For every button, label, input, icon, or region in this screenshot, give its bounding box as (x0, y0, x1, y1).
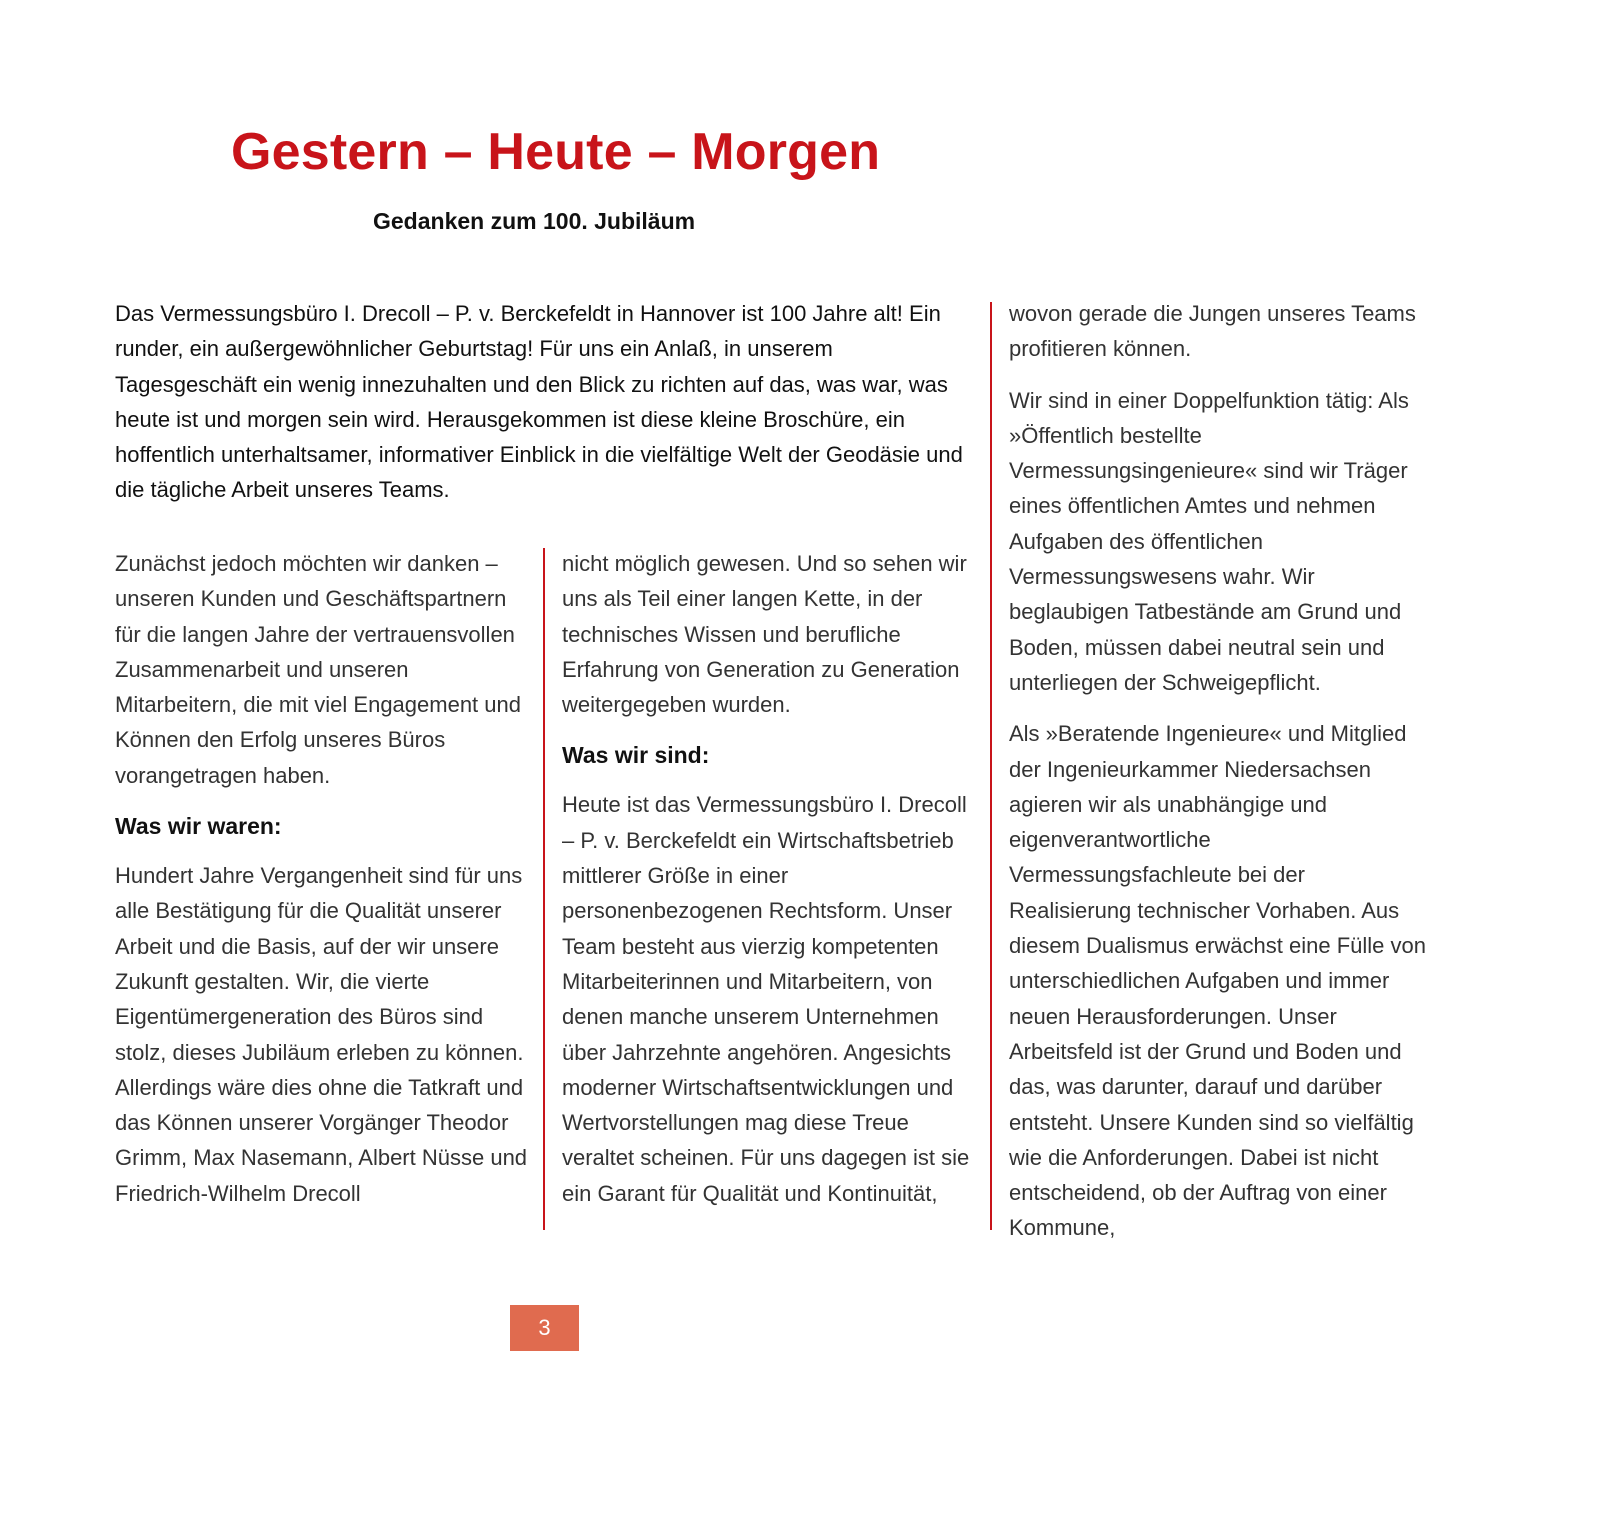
column2-paragraph-1: nicht möglich gewesen. Und so sehen wir uns als Teil einer langen Kette, in der technisches Wissen und berufliche Erfahrung von Generation zu Generation weitergegeben wurden. (562, 551, 967, 718)
page-number-badge: 3 (510, 1305, 579, 1351)
text-column-2 (562, 546, 982, 1227)
column3-paragraph-1: wovon gerade die Jungen unseres Teams profitieren können. (1009, 301, 1416, 362)
column1-paragraph-2: Hundert Jahre Vergangenheit sind für uns alle Bestätigung für die Qualität unserer Arbeit und die Basis, auf der wir unsere Zukunft gestalten. Wir, die vierte Eigentümergeneration des Büros sind stolz, dieses Jubiläum erleben zu können. Allerdings wäre dies ohne die Tatkraft und das Können unserer Vorgänger Theodor Grimm, Max Nasemann, Albert Nüsse und Friedrich-Wilhelm Drecoll (115, 863, 528, 1206)
column2-paragraph-2: Heute ist das Vermessungsbüro I. Drecoll – P. v. Berckefeldt ein Wirtschaftsbetrieb mittlerer Größe in einer personenbezogenen Rechtsform. Unser Team besteht aus vierzig kompetenten Mitarbeiterinnen und Mitarbeitern, von denen manche unserem Unternehmen über Jahrzehnte angehören. Angesichts moderner Wirtschaftsentwicklungen und Wertvorstellungen mag diese Treue veraltet scheinen. Für uns dagegen ist sie ein Garant für Qualität und Kontinuität, (562, 792, 970, 1206)
column3-paragraph-3: Als »Beratende Ingenieure« und Mitglied der Ingenieurkammer Niedersachsen agieren wir als unabhängige und eigenverantwortliche Vermessungsfachleute bei der Realisierung technischer Vorhaben. Aus diesem Dualismus erwächst eine Fülle von unterschiedlichen Aufgaben und immer neuen Herausforderungen. Unser Arbeitsfeld ist der Grund und Boden und das, was darunter, darauf und darüber entsteht. Unsere Kunden sind so vielfältig wie die Anforderungen. Dabei ist nicht entscheidend, ob der Auftrag von einer Kommune, (1009, 721, 1426, 1241)
intro-paragraph: Das Vermessungsbüro I. Drecoll – P. v. Berckefeldt in Hannover ist 100 Jahre alt! Ein runder, ein außergewöhnlicher Geburtstag! Für uns ein Anlaß, in unserem Tagesgeschäft ein wenig innezuhalten und den Blick zu richten auf das, was war, was heute ist und morgen sein wird. Herausgekommen ist diese kleine Broschüre, ein hoffentlich unterhaltsamer, informativer Einblick in die vielfältige Welt der Geodäsie und die tägliche Arbeit unseres Teams. (115, 301, 963, 503)
column3-paragraph-2: Wir sind in einer Doppelfunktion tätig: Als »Öffentlich bestellte Vermessungsingenieure« sind wir Träger eines öffentlichen Amtes und nehmen Aufgaben des öffentlichen Vermessungswesens wahr. Wir beglaubigen Tatbestände am Grund und Boden, müssen dabei neutral sein und unterliegen der Schweigepflicht. (1009, 387, 1409, 695)
page-subtitle: Gedanken zum 100. Jubiläum (373, 208, 696, 234)
column-divider-1 (543, 548, 545, 1230)
text-column-3 (1009, 296, 1429, 1262)
page-title: Gestern – Heute – Morgen (231, 123, 881, 181)
column-divider-2 (990, 302, 992, 1230)
text-column-1 (115, 546, 535, 1227)
section-heading-present: Was wir sind: (562, 742, 710, 769)
column1-paragraph-1: Zunächst jedoch möchten wir danken – unseren Kunden und Geschäftspartnern für die langen Jahre der vertrauensvollen Zusammenarbeit und unseren Mitarbeitern, die mit viel Engagement und Können den Erfolg unseres Büros vorangetragen haben. (115, 551, 521, 788)
section-heading-past: Was wir waren: (115, 813, 282, 840)
